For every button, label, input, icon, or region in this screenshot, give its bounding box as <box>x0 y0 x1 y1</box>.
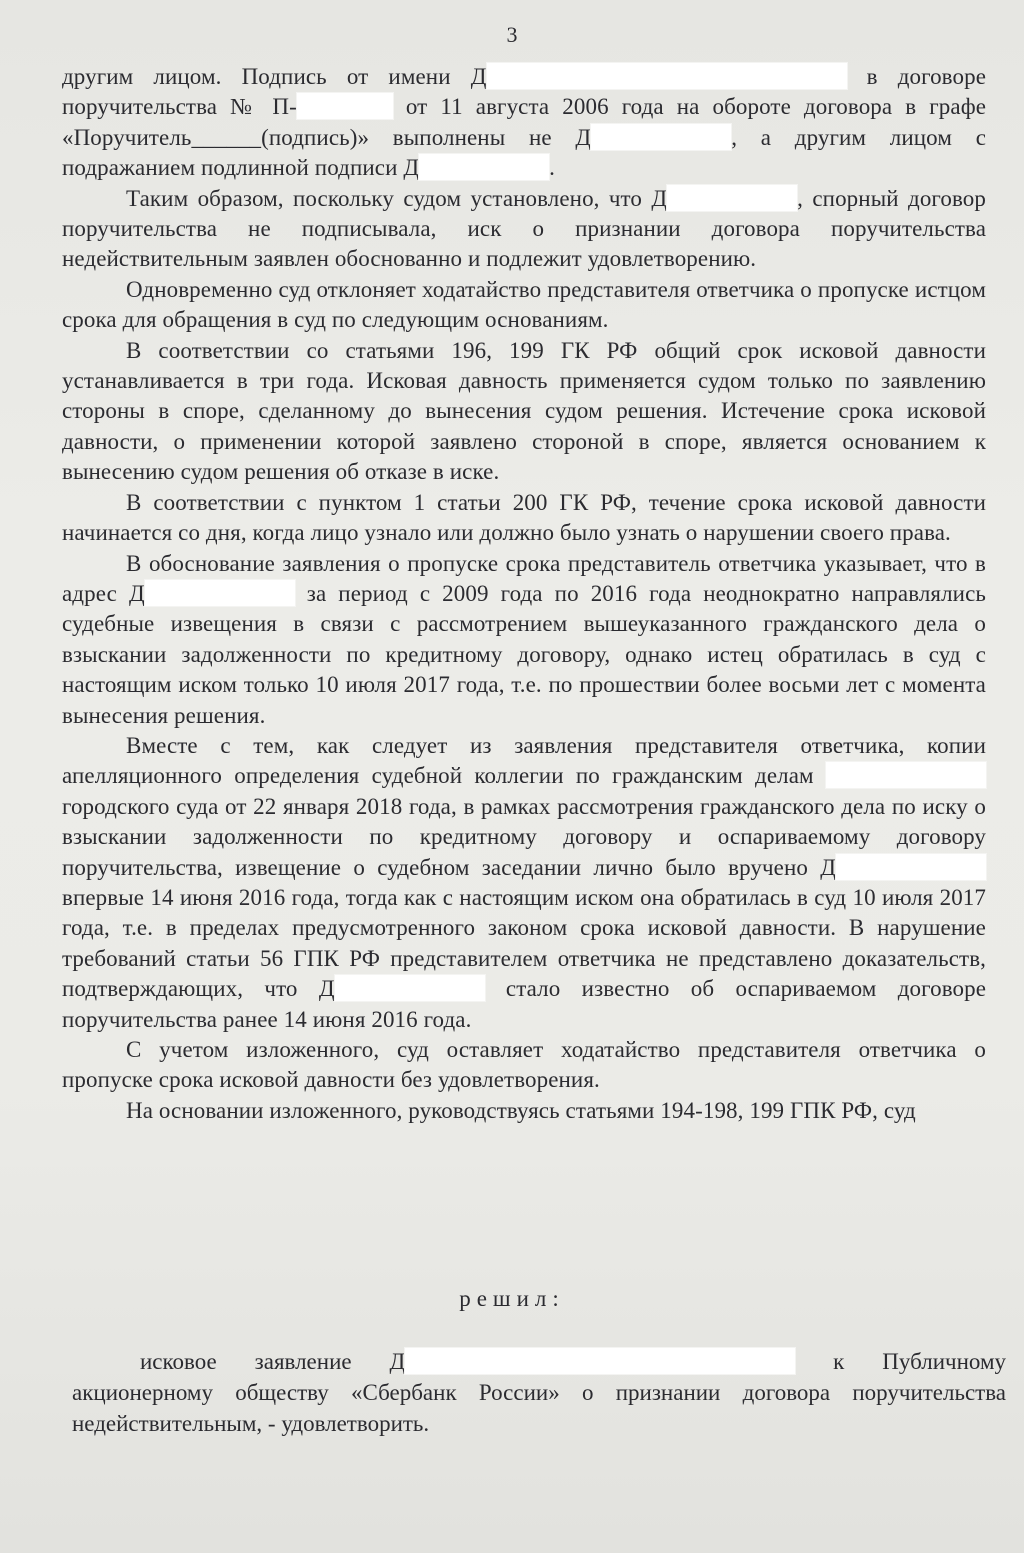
text-run: Одновременно суд отклоняет ходатайство представителя ответчика о пропуске истцом срока для обращения в суд по следующим основаниям. <box>62 276 986 333</box>
text-run: исковое заявление Д <box>140 1349 406 1374</box>
text-run: Вместе с тем, как следует из заявления представителя ответчика, копии апелляционного определения судебной коллегии по гражданским делам <box>62 732 986 789</box>
text-run: В соответствии со статьями 196, 199 ГК РФ общий срок исковой давности устанавливается в три года. Исковая давность применяется судом только по заявлению стороны в споре, сделанному до вынесения судом решения. Истечение срока исковой давности, о применении которой заявлено стороной в споре, является основанием к вынесению судом решения об отказе в иске. <box>62 337 986 485</box>
text-run: от 11 августа 2006 года на обороте договора в графе «Поручитель______(подпись)» выполнены не Д <box>62 94 987 150</box>
text-run: На основании изложенного, руководствуясь статьями 194-198, 199 ГПК РФ, суд <box>126 1097 916 1123</box>
paragraph-p8 <box>62 1035 986 1096</box>
text-run: к Публичному акционерному обществу «Сбербанк России» о признании договора поручительства недействительным, - удовлетворить. <box>72 1349 1006 1436</box>
redacted-name <box>836 854 986 880</box>
text-run: С учетом изложенного, суд оставляет ходатайство представителя ответчика о пропуске срока исковой давности без удовлетворения. <box>62 1037 986 1093</box>
decree-heading: решил: <box>459 1286 565 1311</box>
page-number: 3 <box>506 22 518 47</box>
redacted-name <box>591 124 731 150</box>
resolution-paragraph <box>72 1346 1006 1439</box>
text-run: . <box>549 155 555 181</box>
text-run: впервые 14 июня 2016 года, тогда как с настоящим иском она обратилась в суд 10 июля 2017 года, т.е. в пределах предусмотренного законом срока исковой давности. В нарушение требований статьи 56 ГПК РФ представителем ответчика не представлено доказательств, подтверждающих, что Д <box>62 884 986 1002</box>
text-run: городского суда от 22 января 2018 года, в рамках рассмотрения гражданского дела по иску о взыскании задолженности по кредитному договору и оспариваемому договору поручительства, извещение о судебном заседании лично было вручено Д <box>62 793 986 880</box>
text-run: за период с 2009 года по 2016 года неоднократно направлялись судебные извещения в связи с рассмотрением вышеуказанного гражданского дела о взыскании задолженности по кредитному договору, однако истец обратилась в суд с настоящим иском только 10 июля 2017 года, т.е. по прошествии более восьми лет с момента вынесения решения. <box>62 580 986 728</box>
paragraph-p4 <box>62 336 986 488</box>
redacted-name <box>419 154 549 180</box>
redacted-name <box>335 975 485 1001</box>
document-body <box>62 62 986 1126</box>
redacted-name <box>667 185 797 211</box>
text-run: , а другим лицом с подражанием подлинной подписи Д <box>62 124 987 181</box>
redacted-name <box>145 580 295 606</box>
redacted-name <box>826 762 986 788</box>
paragraph-p1 <box>62 62 986 184</box>
text-run: В обоснование заявления о пропуске срока представитель ответчика указывает, что в адрес Д <box>62 550 986 606</box>
text-run: В соответствии с пунктом 1 статьи 200 ГК РФ, течение срока исковой давности начинается со дня, когда лицо узнало или должно было узнать о нарушении своего права. <box>62 489 986 546</box>
paragraph-p2 <box>62 184 986 275</box>
text-run: в договоре поручительства № П- <box>62 64 986 120</box>
paragraph-p9 <box>62 1096 986 1126</box>
redacted-name <box>297 93 393 119</box>
text-run: , спорный договор поручительства не подписывала, иск о признании договора поручительства недействительным заявлен обоснованно и подлежит удовлетворению. <box>62 185 986 272</box>
redacted-name <box>405 1348 795 1374</box>
text-run: другим лицом. Подпись от имени Д <box>62 64 487 89</box>
resolution-section <box>72 1346 1006 1439</box>
text-run: Таким образом, поскольку судом установлено, что Д <box>126 185 668 211</box>
text-run: стало известно об оспариваемом договоре поручительства ранее 14 июня 2016 года. <box>62 976 986 1032</box>
paragraph-p7 <box>62 731 986 1035</box>
redacted-name <box>487 63 847 89</box>
paragraph-p5 <box>62 488 986 549</box>
paragraph-p6 <box>62 549 986 731</box>
paragraph-p3 <box>62 275 986 336</box>
